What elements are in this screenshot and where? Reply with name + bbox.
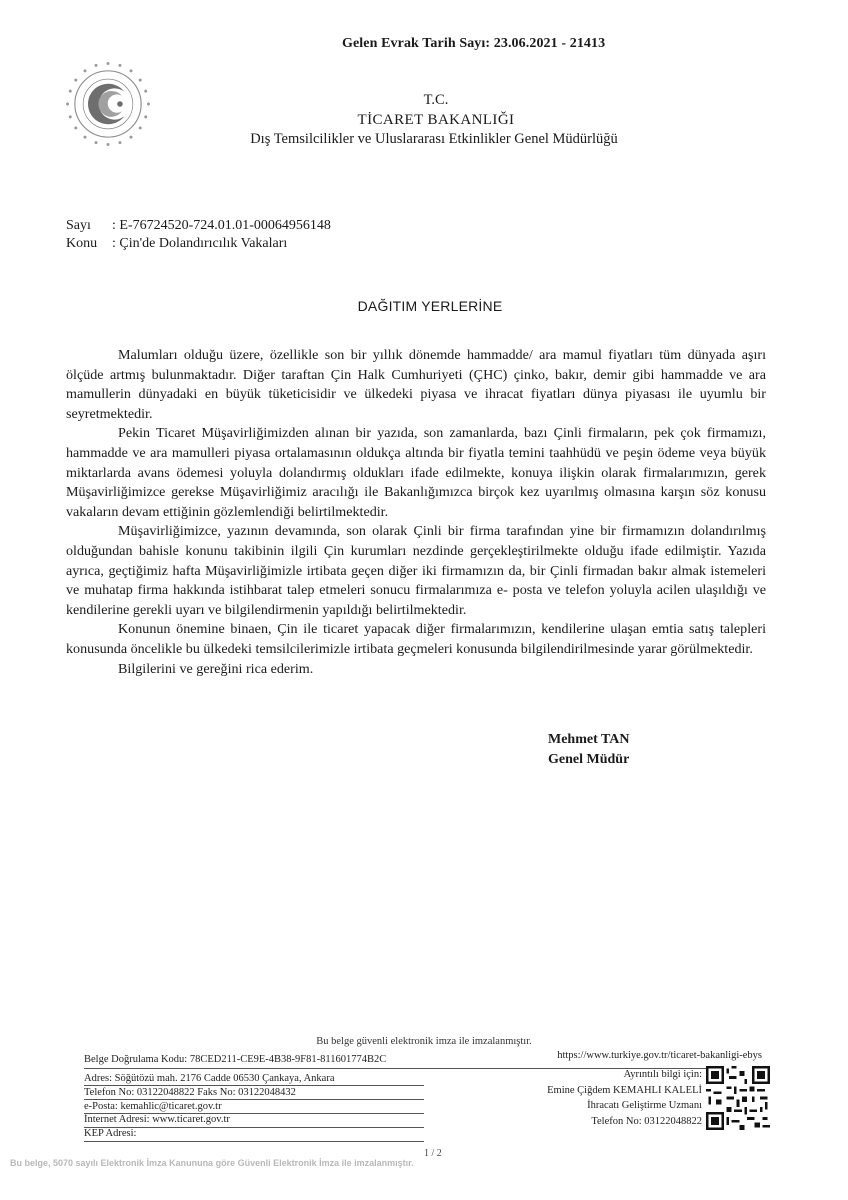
sayi-value: : E-76724520-724.01.01-00064956148: [112, 218, 331, 233]
footer-kep: KEP Adresi:: [84, 1128, 137, 1140]
footer-divider: [84, 1085, 424, 1086]
info-label: Ayrıntılı bilgi için:: [623, 1069, 702, 1080]
legal-note: Bu belge, 5070 sayılı Elektronik İmza Kanununa göre Güvenli Elektronik İmza ile imzalanmıştır.: [10, 1158, 414, 1168]
footer-web[interactable]: İnternet Adresi: www.ticaret.gov.tr: [84, 1114, 230, 1126]
footer-divider: [84, 1099, 424, 1100]
meta-sayi: [66, 218, 331, 234]
body-paragraph: Malumları olduğu üzere, özellikle son bir yıllık dönemde hammadde/ ara mamul fiyatları tüm dünyada aşırı ölçüde artmış bulunmaktadır. Diğer taraftan Çin Halk Cumhuriyeti (ÇHC) çinko, bakır, demir gibi hammadde ve ara mamullerin dünyadaki en büyük tüketicisidir ve ülkedeki piyasa ve ihracat fiyatları dünya piyasası ile uyumlu bir seyretmektedir.: [66, 347, 766, 422]
konu-value: : Çin'de Dolandırıcılık Vakaları: [112, 236, 288, 251]
footer-divider: [84, 1127, 424, 1128]
footer-phone-fax: Telefon No: 03122048822 Faks No: 03122048432: [84, 1086, 296, 1098]
page-number: 1 / 2: [424, 1148, 442, 1159]
footer-contact-left: [84, 1072, 335, 1141]
body-paragraph: Bilgilerini ve gereğini rica ederim.: [118, 660, 314, 677]
contact-name: Emine Çiğdem KEMAHLI KALELİ: [547, 1084, 702, 1096]
esign-note: Bu belge güvenli elektronik imza ile imzalanmıştır.: [316, 1036, 532, 1047]
qr-code: [706, 1066, 770, 1130]
footer-divider: [84, 1141, 424, 1142]
contact-title: İhracatı Geliştirme Uzmanı: [587, 1100, 702, 1111]
org-tc: T.C.: [423, 92, 449, 108]
meta-konu: [66, 236, 287, 252]
contact-phone: Telefon No: 03122048822: [591, 1115, 702, 1127]
verification-code: Belge Doğrulama Kodu: 78CED211-CE9E-4B38-9F81-811601774B2C: [84, 1054, 387, 1065]
signer-name: Mehmet TAN: [548, 732, 630, 747]
body-paragraph: Konunun önemine binaen, Çin ile ticaret yapacak diğer firmalarımızın, kendilerine ulaşan emtia satış talepleri konusunda öncelikle bu ülkedeki temsilcilerimizle irtibata geçmeleri konusunda bilgilendirilmesinde yarar görülmektedir.: [66, 621, 766, 657]
body-paragraph: Pekin Ticaret Müşavirliğimizden alınan bir yazıda, son zamanlarda, bazı Çinli firmaların, pek çok firmamızı, hammadde ve ara mamulleri piyasa ortalamasının oldukça altında bir fiyatla temini taahhüdü ve peşin ödeme veya büyük miktarlarda avans ödemesi yoluyla dolandırmış oldukları ifade edilmekte, konuya ilişkin olarak firmalarımızın, gerek Müşavirliğimizce gerekse Müşavirliğimiz aracılığı ile Bakanlığımızca birçok kez uyarılmış olmasına karşın söz konusu vakaların devam ettiğinin gözlemlendiği belirtilmektedir.: [66, 425, 766, 520]
body-paragraph: Müşavirliğimizce, yazının devamında, son olarak Çinli bir firma tarafından yine bir firmamızın dolandırılmış olduğundan bahisle konunu takibinin ilgili Çin kurumları nezdinde gerçekleştirilmekte olduğu ifade edilmiştir. Yazıda ayrıca, geçtiğimiz hafta Müşavirliğimizle irtibata geçen diğer iki firmamızın da, bir Çinli firmadan bakır almak istemeleri ve muhatap firma hakkında istihbarat talep etmeleri sonucu firmalarımıza e- posta ve telefon yoluyla acilen ulaşıldığı ve kendilerine gerekli uyarı ve bilgilendirmenin yapıldığı belirtilmektedir.: [66, 523, 766, 618]
org-directorate: Dış Temsilcilikler ve Uluslararası Etkinlikler Genel Müdürlüğü: [250, 131, 618, 147]
footer-contact-right: [547, 1067, 702, 1129]
incoming-document-reference: Gelen Evrak Tarih Sayı: 23.06.2021 - 21413: [342, 36, 606, 51]
konu-label: Konu: [66, 236, 98, 251]
signature-block: [548, 730, 630, 770]
signer-title: Genel Müdür: [548, 752, 630, 767]
body-text: [66, 346, 766, 679]
footer-email[interactable]: e-Posta: kemahlic@ticaret.gov.tr: [84, 1100, 222, 1112]
footer-divider: [84, 1113, 424, 1114]
org-ministry: TİCARET BAKANLIĞI: [357, 112, 515, 128]
recipient: DAĞITIM YERLERİNE: [357, 298, 503, 314]
sayi-label: Sayı: [66, 218, 91, 233]
verification-url-link[interactable]: https://www.turkiye.gov.tr/ticaret-bakanligi-ebys: [557, 1050, 762, 1061]
footer-address: Adres: Söğütözü mah. 2176 Cadde 06530 Çankaya, Ankara: [84, 1073, 335, 1084]
